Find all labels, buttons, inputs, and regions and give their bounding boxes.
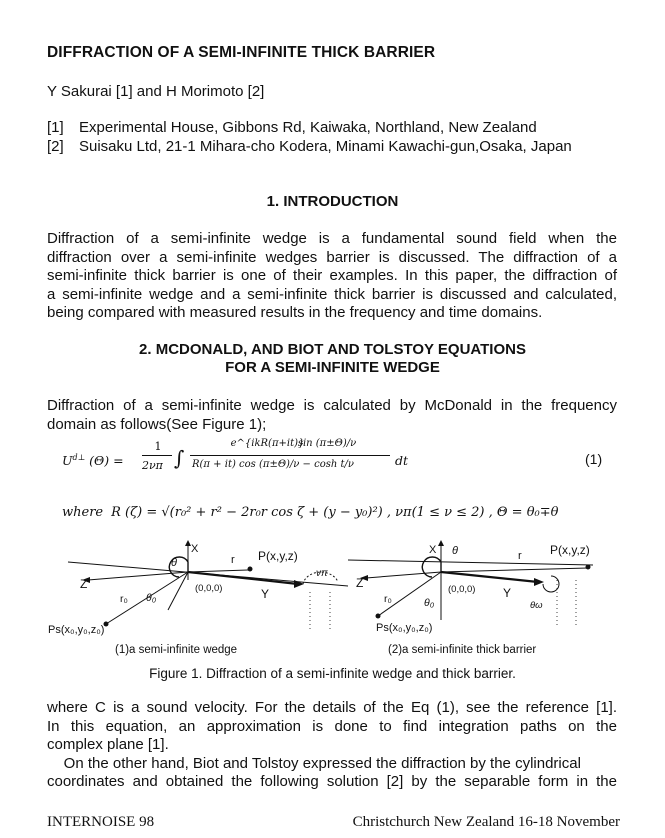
fig-label-y: Y: [503, 586, 512, 600]
figure-right-barrier: [348, 540, 593, 656]
figure-right-subcaption: (2)a semi-infinite thick barrier: [388, 644, 537, 656]
text-line: domain as follows(See Figure 1);: [47, 415, 267, 433]
z-axis: [88, 572, 188, 580]
text-line: Diffraction of a semi-infinite wedge is calculated by McDonald in the frequency: [47, 397, 617, 414]
fig-label-ps: Ps(x₀,y₀,z₀): [48, 624, 105, 636]
fig-label-theta: θ: [171, 557, 177, 569]
eq-prefactor-num: 1: [154, 440, 162, 453]
dotted-guides: [557, 580, 576, 625]
source-point: [376, 614, 381, 619]
affiliation-number: [1]: [47, 119, 64, 136]
text-line: diffraction over a semi-infinite wedges barrier is discussed. The diffraction of a: [47, 248, 617, 266]
r-line: [441, 568, 588, 572]
eq2-text: R (ζ) = √(r₀² + r² − 2r₀r cos ζ + (y − y₀)²) , νπ(1 ≤ ν ≤ 2) , Θ = θ₀∓θ: [111, 505, 559, 520]
eq-sin-part: sin (π±Θ)/ν: [297, 438, 357, 449]
fig-label-origin: (0,0,0): [195, 583, 223, 594]
fig-label-ps: Ps(x₀,y₀,z₀): [376, 622, 433, 634]
text-line: a semi-infinite wedge and a semi-infinite thick barrier is discussed and calculated,: [47, 285, 617, 303]
fig-label-r0: r₀: [384, 593, 392, 605]
eq-lhs-sup: d⊥: [72, 453, 86, 462]
affiliation-number: [2]: [47, 138, 64, 155]
eq-lhs: U: [62, 453, 73, 469]
fig-label-r: r: [518, 550, 522, 562]
introduction-paragraph: [47, 230, 617, 323]
y-arrow-icon: [534, 578, 544, 586]
section2-paragraph: [47, 397, 617, 434]
fig-label-x: X: [429, 544, 437, 556]
fig-label-y: Y: [261, 587, 270, 601]
fig-label-r0: r₀: [120, 593, 128, 605]
equation-2: [62, 505, 558, 520]
fig-label-thetaw: θω: [530, 600, 543, 611]
affiliation-text: Suisaku Ltd, 21-1 Mihara-cho Kodera, Minami Kawachi-gun,Osaka, Japan: [79, 138, 572, 155]
text-line: semi-infinite thick barrier is one of their examples. In this paper, the diffraction of: [47, 267, 617, 284]
eq-dt: dt: [395, 453, 409, 468]
text-line: complex plane [1].: [47, 736, 169, 753]
fig-label-p: P(x,y,z): [258, 549, 298, 563]
affiliation-text: Experimental House, Gibbons Rd, Kaiwaka, Northland, New Zealand: [79, 119, 537, 136]
figure-1: [48, 540, 613, 685]
text-line: where C is a sound velocity. For the details of the Eq (1), see the reference [1].: [47, 699, 617, 716]
fig-label-theta0: θ₀: [424, 597, 435, 609]
figure-caption: Figure 1. Diffraction of a semi-infinite wedge and thick barrier.: [149, 666, 516, 681]
fig-label-theta: θ: [452, 545, 458, 557]
affiliation-2: [47, 138, 572, 155]
footer-conference: INTERNOISE 98: [47, 814, 155, 830]
fig-label-z: Z: [80, 577, 88, 591]
footer-location: Christchurch New Zealand 16-18 November: [352, 814, 620, 830]
r-line: [188, 570, 248, 572]
fig-label-theta0: θ₀: [146, 592, 157, 604]
fig-label-p: P(x,y,z): [550, 543, 590, 557]
eq-prefactor-den: 2νπ: [142, 459, 163, 472]
figure-left-wedge: [48, 540, 348, 656]
section2b-paragraph: [47, 699, 617, 792]
fig-label-origin: (0,0,0): [448, 584, 476, 595]
eq-den: R(π + it) cos (π±Θ)/ν − cosh t/ν: [192, 459, 354, 470]
text-line: On the other hand, Biot and Tolstoy expressed the diffraction by the cylindrical: [47, 754, 581, 772]
fig-label-z: Z: [356, 576, 364, 590]
text-line: In this equation, an approximation is done to find integration paths on the: [47, 717, 617, 735]
eq-frac-bar: [190, 455, 390, 456]
x-arrow-icon: [438, 540, 444, 546]
equation-1: [62, 440, 582, 484]
eq-integral: ∫: [174, 446, 185, 470]
dotted-guides: [310, 592, 330, 630]
affiliation-1: [47, 119, 537, 136]
eq-prefactor-bar: [142, 455, 172, 456]
figure-left-subcaption: (1)a semi-infinite wedge: [115, 644, 238, 656]
barrier-top-line: [348, 560, 593, 565]
section-heading-mcdonald: 2. MCDONALD, AND BIOT AND TOLSTOY EQUATIONS: [139, 341, 526, 358]
y-arrow-icon: [294, 580, 304, 588]
barrier-edge-2: [543, 576, 559, 592]
receiver-point: [248, 567, 253, 572]
text-line: Diffraction of a semi-infinite wedge is a fundamental sound field when the: [47, 230, 617, 247]
text-line: being compared with measured results in the frequency and time domains.: [47, 304, 543, 321]
y-axis: [441, 572, 538, 582]
text-line: coordinates and obtained the following solution [2] by the separable form in the: [47, 773, 617, 790]
wedge-face: [168, 572, 188, 610]
eq-lhs-arg: (Θ) =: [85, 453, 124, 469]
section-heading-introduction: 1. INTRODUCTION: [266, 193, 399, 210]
paper-title: DIFFRACTION OF A SEMI-INFINITE THICK BARRIER: [47, 44, 436, 61]
fig-label-x: X: [191, 543, 199, 555]
fig-label-nupi: νπ: [316, 568, 328, 579]
eq-num: e^{ikR(π+it)}: [230, 438, 305, 449]
fig-label-r: r: [231, 554, 235, 566]
eq2-where: where: [62, 505, 104, 520]
receiver-point: [586, 565, 591, 570]
section-heading-mcdonald-line2: FOR A SEMI-INFINITE WEDGE: [225, 359, 440, 376]
authors-line: Y Sakurai [1] and H Morimoto [2]: [47, 83, 265, 100]
equation-1-number: (1): [585, 451, 603, 467]
